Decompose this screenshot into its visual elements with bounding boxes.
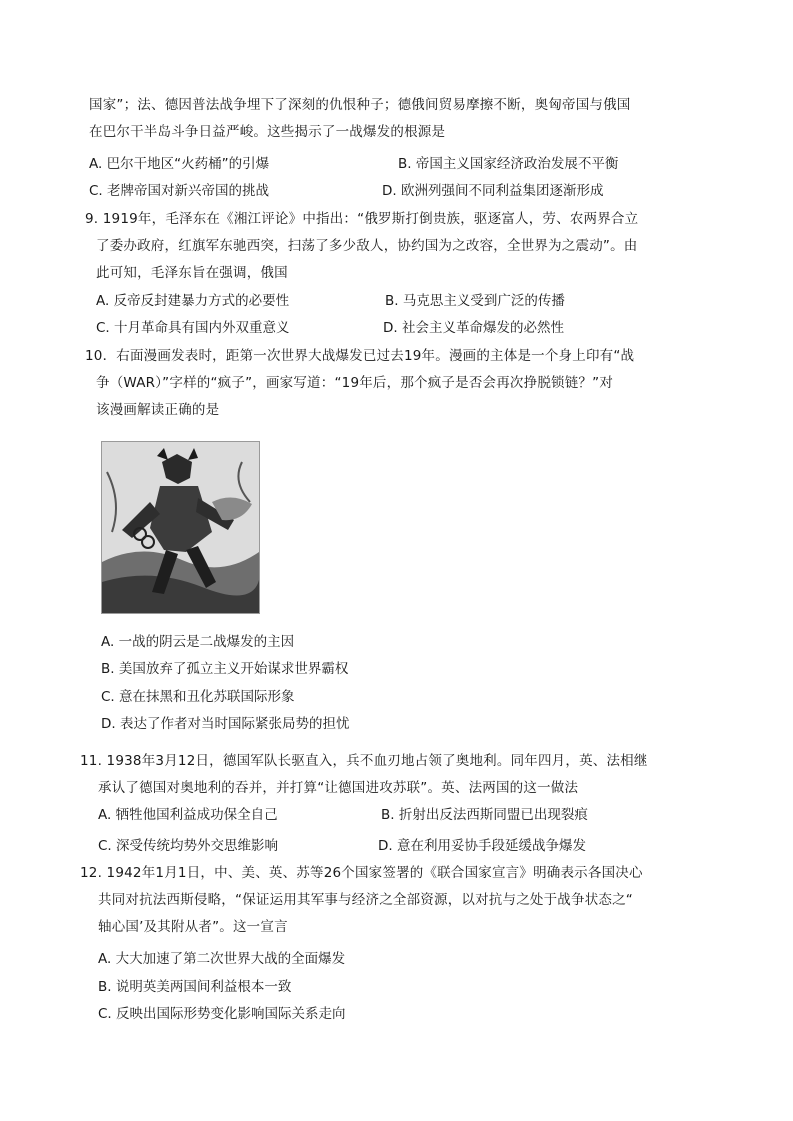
q11-option-a: A. 牺牲他国利益成功保全自己 bbox=[98, 807, 278, 823]
q9-option-b: B. 马克思主义受到广泛的传播 bbox=[385, 293, 565, 309]
q8-stem-line2: 在巴尔干半岛斗争日益严峻。这些揭示了一战爆发的根源是 bbox=[89, 124, 446, 140]
q10-stem-line1: 10．右面漫画发表时，距第一次世界大战爆发已过去19年。漫画的主体是一个身上印有“战 bbox=[85, 348, 635, 364]
war-madman-cartoon bbox=[101, 441, 260, 614]
q12-stem-line3: 轴心国’及其附从者”。这一宣言 bbox=[98, 919, 288, 935]
q12-option-c: C. 反映出国际形势变化影响国际关系走向 bbox=[98, 1006, 346, 1022]
q10-option-b: B. 美国放弃了孤立主义开始谋求世界霸权 bbox=[101, 661, 349, 677]
q9-option-a: A. 反帝反封建暴力方式的必要性 bbox=[96, 293, 290, 309]
q12-option-a: A. 大大加速了第二次世界大战的全面爆发 bbox=[98, 951, 346, 967]
q11-option-c: C. 深受传统均势外交思维影响 bbox=[98, 838, 279, 854]
q8-option-b: B. 帝国主义国家经济政治发展不平衡 bbox=[398, 156, 619, 172]
q11-option-b: B. 折射出反法西斯同盟已出现裂痕 bbox=[381, 807, 588, 823]
q11-option-d: D. 意在利用妥协手段延缓战争爆发 bbox=[378, 838, 586, 854]
q12-stem-line1: 12. 1942年1月1日，中、美、英、苏等26个国家签署的《联合国家宣言》明确表示各国决心 bbox=[80, 865, 643, 881]
q10-stem-line3: 该漫画解读正确的是 bbox=[96, 402, 220, 418]
q9-stem-line3: 此可知，毛泽东旨在强调，俄国 bbox=[96, 265, 288, 281]
q12-stem-line2: 共同对抗法西斯侵略，“保证运用其军事与经济之全部资源，以对抗与之处于战争状态之“ bbox=[98, 892, 633, 908]
q9-option-d: D. 社会主义革命爆发的必然性 bbox=[383, 320, 564, 336]
q10-stem-line2: 争（WAR）”字样的“疯子”，画家写道：“19年后，那个疯子是否会再次挣脱锁链？”对 bbox=[96, 375, 614, 391]
q10-option-d: D. 表达了作者对当时国际紧张局势的担忧 bbox=[101, 716, 350, 732]
q8-option-a: A. 巴尔干地区“火药桶”的引爆 bbox=[89, 156, 270, 172]
q11-stem-line1: 11. 1938年3月12日，德国军队长驱直入，兵不血刃地占领了奥地利。同年四月，英、法相继 bbox=[80, 753, 648, 769]
q9-stem-line2: 了委办政府，红旗军东驰西突，扫荡了多少敌人，协约国为之改容，全世界为之震动”。由 bbox=[96, 238, 638, 254]
q9-option-c: C. 十月革命具有国内外双重意义 bbox=[96, 320, 290, 336]
q11-stem-line2: 承认了德国对奥地利的吞并，并打算“让德国进攻苏联”。英、法两国的这一做法 bbox=[98, 780, 579, 796]
q12-option-b: B. 说明英美两国间利益根本一致 bbox=[98, 979, 292, 995]
q10-option-a: A. 一战的阴云是二战爆发的主因 bbox=[101, 634, 295, 650]
q8-stem-line1: 国家”；法、德因普法战争埋下了深刻的仇恨种子；德俄间贸易摩擦不断，奥匈帝国与俄国 bbox=[89, 97, 631, 113]
q10-option-c: C. 意在抹黑和丑化苏联国际形象 bbox=[101, 689, 295, 705]
q8-option-c: C. 老牌帝国对新兴帝国的挑战 bbox=[89, 183, 270, 199]
q8-option-d: D. 欧洲列强间不同利益集团逐渐形成 bbox=[382, 183, 604, 199]
q9-stem-line1: 9. 1919年，毛泽东在《湘江评论》中指出：“俄罗斯打倒贵族，驱逐富人，劳、农两界合立 bbox=[85, 211, 639, 227]
